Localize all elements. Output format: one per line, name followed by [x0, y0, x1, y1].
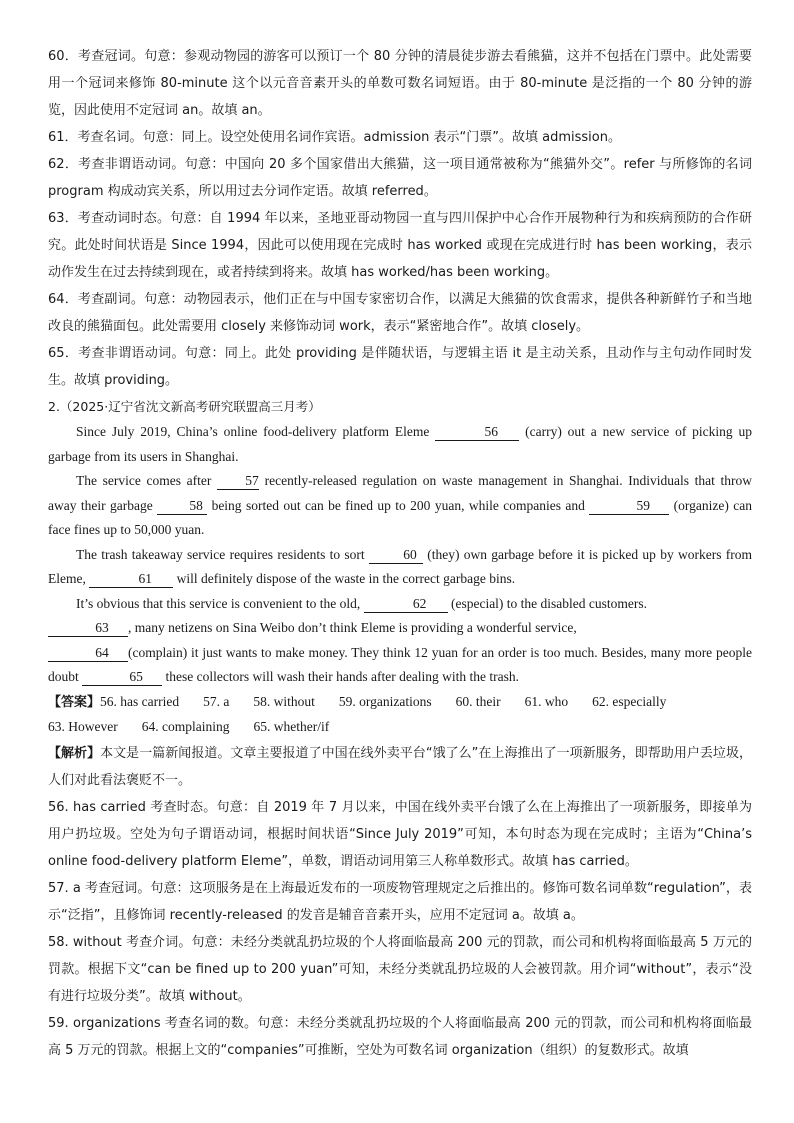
answer-item: 59. organizations	[338, 693, 432, 709]
analysis-59: 59. organizations 考查名词的数。句意：未经分类就乱扔垃圾的个人将面临最高 200 元的罚款，而公司和机构将面临最高 5 万元的罚款。根据上文的“companies”可推断，空处为可数名词 organization（组织）的复数形式。故填	[48, 1015, 752, 1058]
answer-item: 62. especially	[592, 693, 667, 709]
analysis-label: 【解析】	[48, 745, 101, 761]
answer-item: 56. has carried	[100, 693, 180, 709]
analysis-summary	[48, 740, 752, 794]
passage-text: (organize) can face fines up to 50,000 yuan.	[48, 497, 753, 537]
blank-62: 62	[364, 596, 448, 613]
blank-57: 57	[217, 473, 259, 490]
answer-item: 60. their	[455, 693, 501, 709]
explanation-62: 62．考查非谓语动词。句意：中国向 20 多个国家借出大熊猫，这一项目通常被称为“熊猫外交”。refer 与所修饰的名词 program 构成动宾关系，所以用过去分词作定语。故填 referred。	[48, 157, 752, 199]
answer-item: 65. whether/if	[253, 719, 330, 734]
passage-text: (complain) it just wants to make money. They think 12 yuan for an order is too much. Besides, many more people doubt	[48, 644, 752, 684]
passage-text: The trash takeaway service requires residents to sort	[76, 546, 365, 562]
answer-item: 61. who	[524, 693, 569, 709]
answer-item: 58. without	[253, 693, 315, 709]
answer-item: 64. complaining	[141, 719, 230, 734]
blank-65: 65	[82, 669, 162, 686]
question-source: 2.（2025·辽宁省沈文新高考研究联盟高三月考）	[48, 399, 321, 414]
passage-text: , many netizens on Sina Weibo don’t think Eleme is providing a wonderful service,	[128, 620, 577, 635]
passage-text: The service comes after	[76, 473, 212, 488]
explanation-60: 60．考查冠词。句意：参观动物园的游客可以预订一个 80 分钟的清晨徒步游去看熊猫，这并不包括在门票中。此处需要用一个冠词来修饰 80-minute 这个以元音音素开头的单数可数名词短语。由于 80-minute 是泛指的一个 80 分钟的游览，因此使用不定冠词 an。故填 an。	[48, 49, 752, 118]
blank-59: 59	[589, 498, 669, 515]
explanation-63: 63．考查动词时态。句意：自 1994 年以来，圣地亚哥动物园一直与四川保护中心合作开展物种行为和疾病预防的合作研究。此处时间状语是 Since 1994，因此可以使用现在完成时 has worked 或现在完成进行时 has been working，表示动作发生在过去持续到现在，或者持续到将来。故填 has worked/has been working。	[48, 211, 752, 280]
passage-text: It’s obvious that this service is convenient to the old,	[76, 595, 361, 611]
passage-text: (carry) out a new service of picking up garbage from its users in Shanghai.	[48, 424, 753, 464]
page-content	[48, 43, 752, 1064]
answer-item: 63. However	[48, 719, 118, 734]
analysis-summary-text: 本文是一篇新闻报道。文章主要报道了中国在线外卖平台“饿了么”在上海推出了一项新服务，即帮助用户丢垃圾，人们对此看法褒贬不一。	[48, 745, 752, 788]
blank-58: 58	[157, 498, 207, 515]
passage-text: will definitely dispose of the waste in the correct garbage bins.	[176, 571, 516, 586]
answer-key	[48, 690, 752, 740]
passage-text: being sorted out can be fined up to 200 yuan, while companies and	[211, 497, 585, 513]
passage-paragraph-2	[48, 469, 752, 543]
explanation-65: 65．考查非谓语动词。句意：同上。此处 providing 是伴随状语，与逻辑主语 it 是主动关系，且动作与主句动作同时发生。故填 providing。	[48, 346, 752, 388]
passage-paragraph-1	[48, 420, 752, 469]
passage-text: Since July 2019, China’s online food-delivery platform Eleme	[76, 424, 430, 439]
passage-text: (they) own garbage before it is picked up by workers from Eleme,	[48, 546, 753, 586]
analysis-57: 57. a 考查冠词。句意：这项服务是在上海最近发布的一项废物管理规定之后推出的。修饰可数名词单数“regulation”，表示“泛指”，且修饰词 recently-released 的发音是辅音音素开头，应用不定冠词 a。故填 a。	[48, 880, 752, 923]
blank-64: 64	[48, 645, 128, 662]
explanation-61: 61．考查名词。句意：同上。设空处使用名词作宾语。admission 表示“门票”。故填 admission。	[48, 130, 621, 145]
explanation-64: 64．考查副词。句意：动物园表示，他们正在与中国专家密切合作，以满足大熊猫的饮食需求，提供各种新鲜竹子和当地改良的熊猫面包。此处需要用 closely 来修饰动词 work，表示“紧密地合作”。故填 closely。	[48, 292, 752, 334]
analysis-56: 56. has carried 考查时态。句意：自 2019 年 7 月以来，中国在线外卖平台饿了么在上海推出了一项新服务，即接单为用户扔垃圾。空处为句子谓语动词，根据时间状语“Since July 2019”可知，本句时态为现在完成时；主语为“China’s online food-delivery platform Eleme”，单数，谓语动词用第三人称单数形式。故填 has carried。	[48, 799, 752, 869]
passage-text: these collectors will wash their hands after dealing with the trash.	[165, 669, 520, 684]
blank-56: 56	[435, 424, 519, 441]
answer-item: 57. a	[203, 693, 230, 709]
blank-61: 61	[89, 571, 173, 588]
passage-paragraph-3	[48, 543, 752, 592]
passage-text: recently-released regulation on waste management in Shanghai. Individuals that throw away their garbage	[48, 473, 753, 513]
blank-63: 63	[48, 620, 128, 637]
answer-label: 【答案】	[48, 694, 101, 710]
blank-60: 60	[369, 547, 423, 564]
passage-text: (especial) to the disabled customers.	[450, 595, 648, 611]
analysis-58: 58. without 考查介词。句意：未经分类就乱扔垃圾的个人将面临最高 200 元的罚款，而公司和机构将面临最高 5 万元的罚款。根据下文“can be fined up to 200 yuan”可知，未经分类就乱扔垃圾的人会被罚款。用介词“without”，表示“没有进行垃圾分类”。故填 without。	[48, 934, 752, 1004]
passage-paragraph-4	[48, 592, 752, 690]
